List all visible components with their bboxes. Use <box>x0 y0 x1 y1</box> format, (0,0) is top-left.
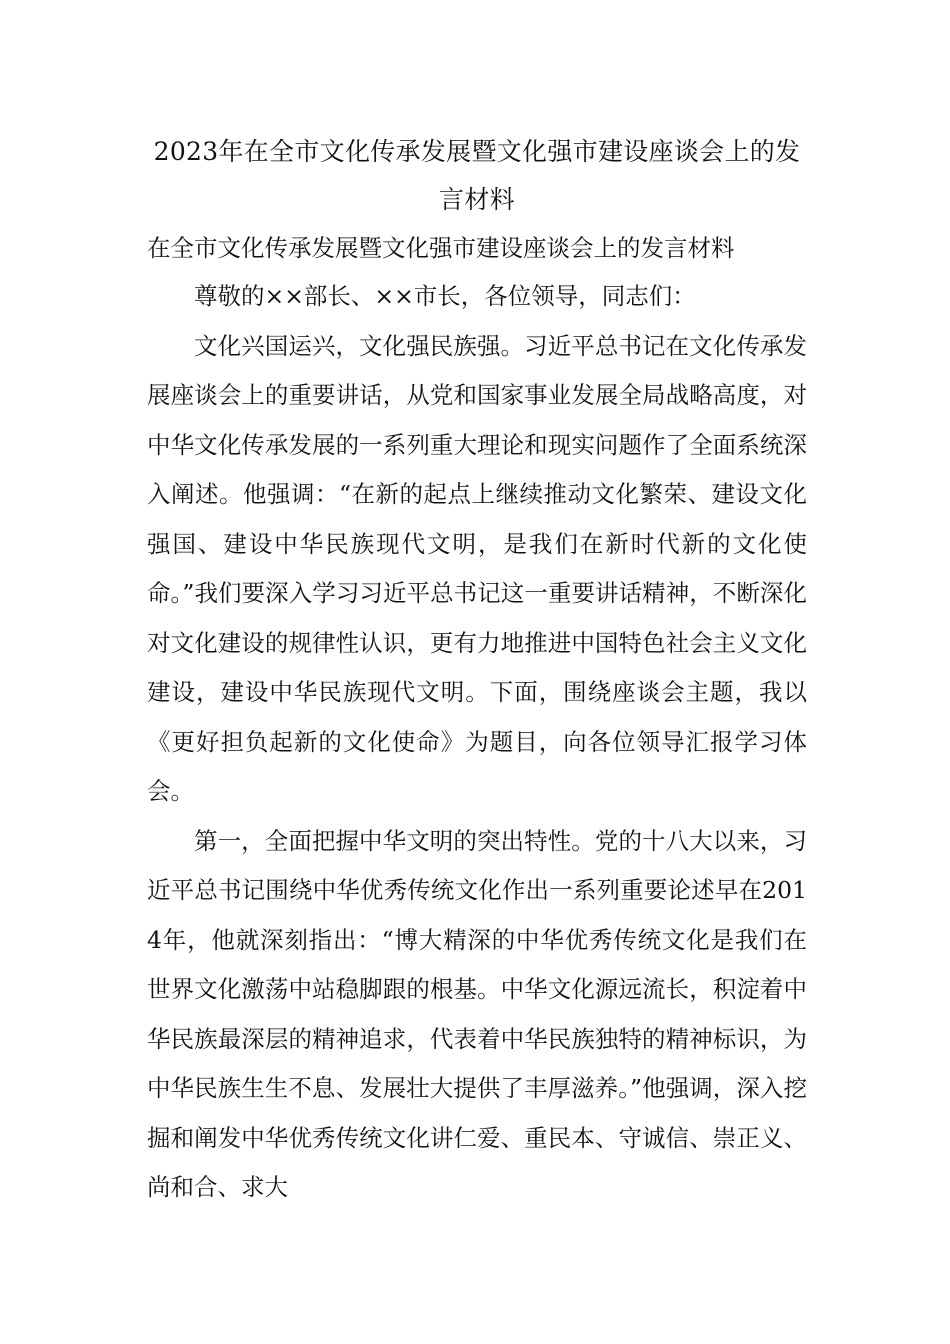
document-subtitle: 在全市文化传承发展暨文化强市建设座谈会上的发言材料 <box>147 234 735 262</box>
salutation: 尊敬的××部长、××市长，各位领导，同志们： <box>194 282 696 310</box>
paragraph: 第一，全面把握中华文明的突出特性。党的十八大以来，习近平总书记围绕中华优秀传统文化作出一系列重要论述早在2014年，他就深刻指出：“博大精深的中华优秀传统文化是我们在世界文化激荡中站稳脚跟的根基。中华文化源远流长，积淀着中华民族最深层的精神追求，代表着中华民族独特的精神标识，为中华民族生生不息、发展壮大提供了丰厚滋养。”他强调，深入挖掘和阐发中华优秀传统文化讲仁爱、重民本、守诚信、崇正义、尚和合、求大 <box>147 826 807 1201</box>
document-body <box>147 128 807 1213</box>
document-title: 2023年在全市文化传承发展暨文化强市建设座谈会上的发言材料 <box>153 137 801 214</box>
paragraph: 文化兴国运兴，文化强民族强。习近平总书记在文化传承发展座谈会上的重要讲话，从党和国家事业发展全局战略高度，对中华文化传承发展的一系列重大理论和现实问题作了全面系统深入阐述。他强调：“在新的起点上继续推动文化繁荣、建设文化强国、建设中华民族现代文明，是我们在新时代新的文化使命。”我们要深入学习习近平总书记这一重要讲话精神，不断深化对文化建设的规律性认识，更有力地推进中国特色社会主义文化建设，建设中华民族现代文明。下面，围绕座谈会主题，我以《更好担负起新的文化使命》为题目，向各位领导汇报学习体会。 <box>147 331 807 805</box>
